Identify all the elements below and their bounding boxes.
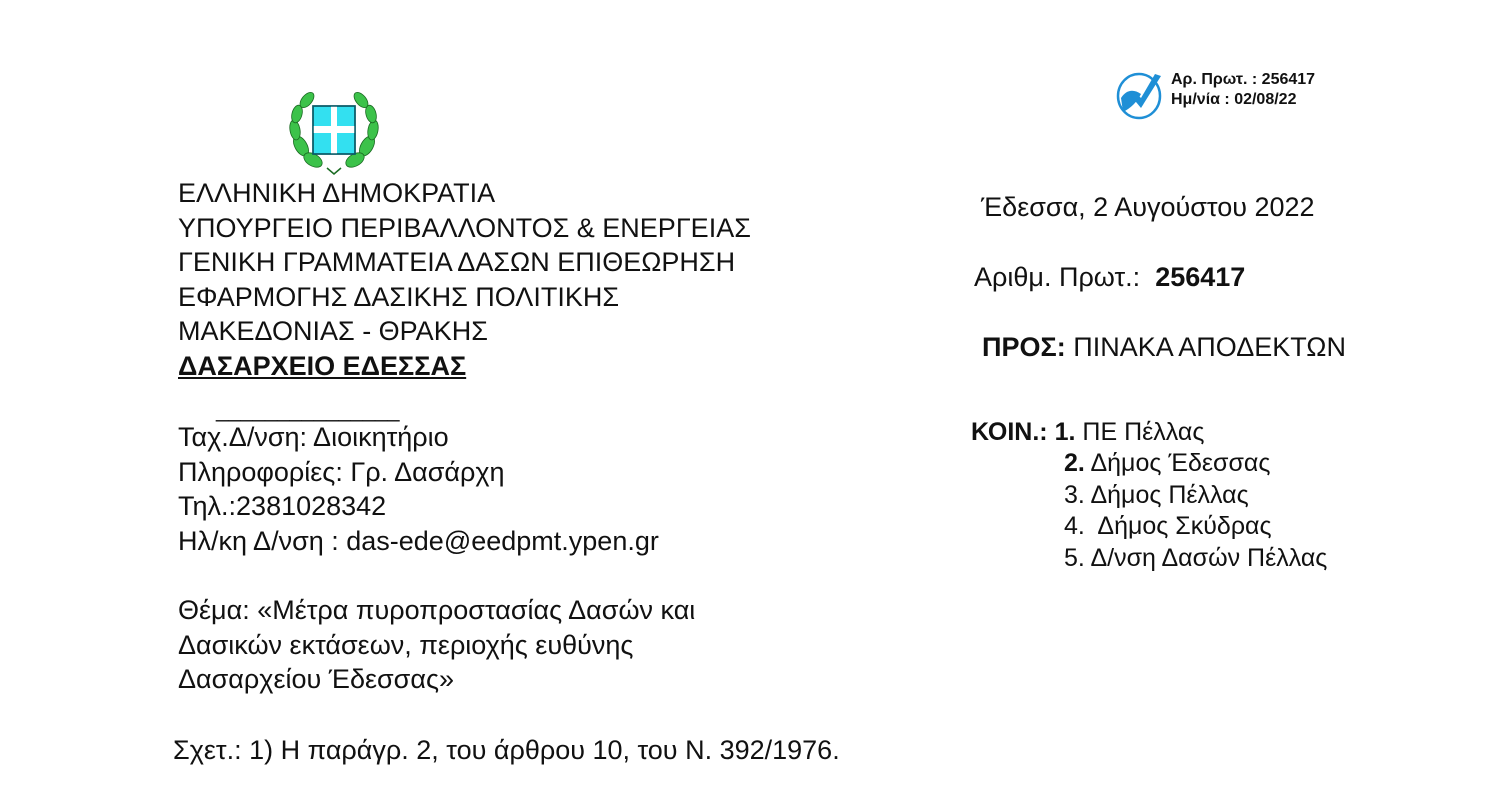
header-line: ΕΦΑΡΜΟΓΗΣ ΔΑΣΙΚΗΣ ΠΟΛΙΤΙΚΗΣ [178,281,620,312]
protocol-number [974,260,1245,294]
subject-block [178,593,695,697]
subject-line: Δασικών εκτάσεων, περιοχής ευθύνης [178,629,634,660]
office-name: ΔΑΣΑΡΧΕΙΟ ΕΔΕΣΣΑΣ [178,350,467,381]
cc-text: Δήμος Έδεσσας [1090,449,1271,477]
cc-text: Δήμος Σκύδρας [1097,512,1272,540]
list-item [1064,543,1327,575]
cc-num: 1. [1054,418,1076,446]
stamp-date: Ημ/νία : 02/08/22 [1171,91,1297,108]
stamp-protocol: Αρ. Πρωτ. : 256417 [1171,71,1316,88]
cc-list [1064,448,1327,574]
protocol-label: Αριθμ. Πρωτ.: [974,262,1141,292]
list-item [1064,480,1327,512]
separator-line: _______________ [216,397,400,422]
cc-text: ΠΕ Πέλλας [1082,418,1205,446]
subject-line: Θέμα: «Μέτρα πυροπροστασίας Δασών και [178,595,696,625]
cc-num: 4. [1064,512,1085,540]
contact-block [178,420,659,558]
cc-num: 2. [1064,449,1085,477]
address: Ταχ.Δ/νση: Διοικητήριο [178,422,449,452]
list-item [1064,511,1327,543]
recipient [982,330,1346,364]
header-line: ΜΑΚΕΔΟΝΙΑΣ - ΘΡΑΚΗΣ [178,316,488,346]
to-label: ΠΡΟΣ: [982,332,1066,362]
header-line: ΥΠΟΥΡΓΕΙΟ ΠΕΡΙΒΑΛΛΟΝΤΟΣ & ΕΝΕΡΓΕΙΑΣ [178,212,751,243]
protocol-stamp [1171,70,1315,110]
info: Πληροφορίες: Γρ. Δασάρχη [178,456,505,487]
cc-num: 5. [1064,543,1085,572]
header-line: ΕΛΛΗΝΙΚΗ ΔΗΜΟΚΡΑΤΙΑ [178,178,496,208]
document-date: Έδεσσα, 2 Αυγούστου 2022 [981,192,1315,222]
cc-text: Δ/νση Δασών Πέλλας [1090,543,1328,572]
to-value: ΠΙΝΑΚΑ ΑΠΟΔΕΚΤΩΝ [1073,332,1346,362]
protocol-value: 256417 [1155,262,1246,292]
koin-label: ΚΟΙΝ.: [971,418,1048,446]
checkmark-logo-icon [1115,68,1167,124]
email: Ηλ/κη Δ/νση : das-ede@eedpmt.ypen.gr [178,525,659,556]
cc-text: Δήμος Πέλλας [1090,480,1249,509]
reference-line: Σχετ.: 1) Η παράγρ. 2, του άρθρου 10, του Ν. 392/1976. [173,735,840,765]
cc-num: 3. [1064,480,1085,509]
phone: Τηλ.:2381028342 [178,491,387,521]
list-item [1064,448,1327,480]
cc-label-row [971,417,1204,449]
subject-line: Δασαρχείου Έδεσσας» [178,664,454,694]
header-line: ΓΕΝΙΚΗ ΓΡΑΜΜΑΤΕΙΑ ΔΑΣΩΝ ΕΠΙΘΕΩΡΗΣΗ [178,247,736,277]
coat-of-arms-icon [287,88,381,176]
sender-header [178,176,751,383]
